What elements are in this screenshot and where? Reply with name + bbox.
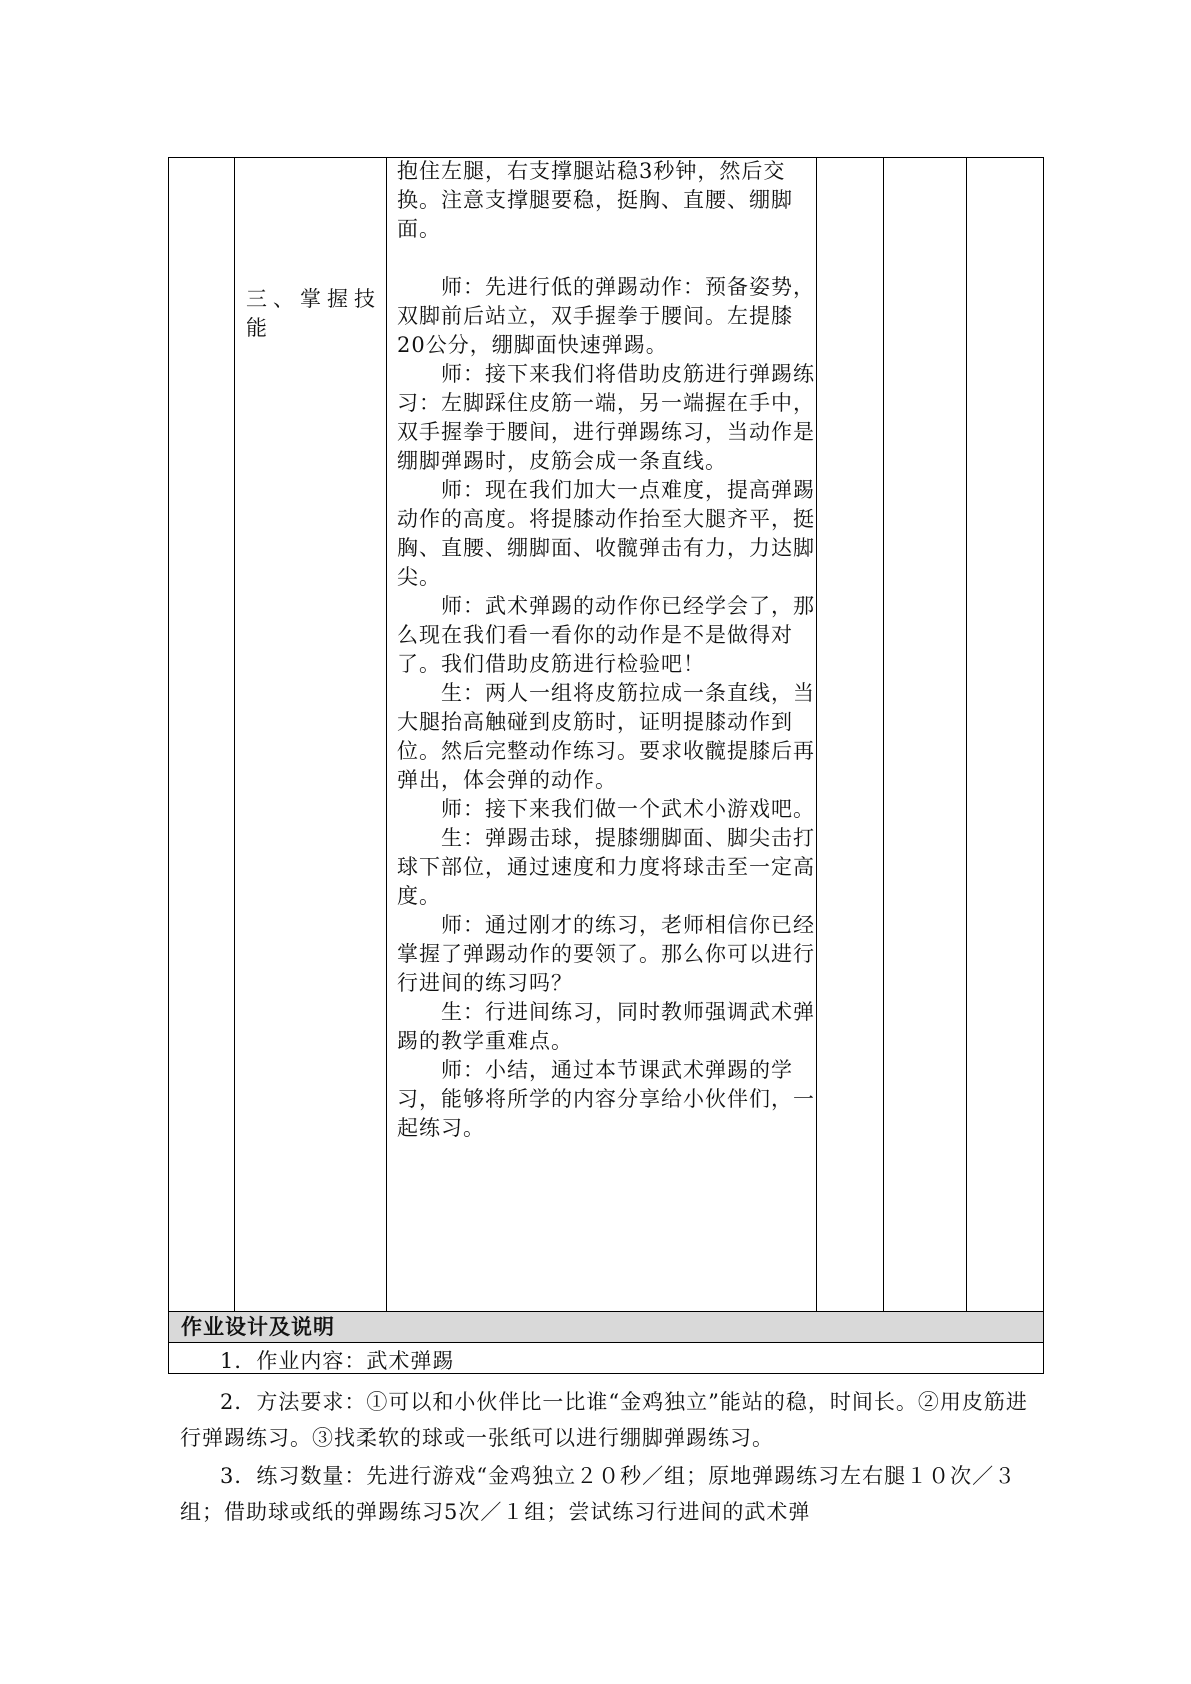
table-col-divider-2 (386, 157, 387, 1312)
homework-section-heading (169, 1312, 1043, 1342)
homework-item-2: 2．方法要求：①可以和小伙伴比一比谁“金鸡独立”能站的稳，时间长。②用皮筋进行弹踢练习。③找柔软的球或一张纸可以进行绷脚弹踢练习。 (180, 1390, 1028, 1450)
table-border-right (1043, 157, 1044, 1374)
teaching-process-text (397, 157, 815, 1143)
content-paragraph: 师：接下来我们做一个武术小游戏吧。 (397, 797, 815, 821)
content-paragraph: 师：接下来我们将借助皮筋进行弹踢练习：左脚踩住皮筋一端，另一端握在手中，双手握拳于腰间，进行弹踢练习，当动作是绷脚弹踢时，皮筋会成一条直线。 (397, 362, 815, 473)
table-col-divider-1 (234, 157, 235, 1312)
table-col-divider-3 (816, 157, 817, 1312)
content-paragraph: 生：行进间练习，同时教师强调武术弹踢的教学重难点。 (397, 1000, 815, 1053)
homework-item-1: 1．作业内容：武术弹踢 (220, 1349, 455, 1373)
table-col-divider-4 (883, 157, 884, 1312)
homework-heading-text: 作业设计及说明 (181, 1315, 335, 1339)
table-col-divider-5 (966, 157, 967, 1312)
content-paragraph: 师：小结，通过本节课武术弹踢的学习，能够将所学的内容分享给小伙伴们，一起练习。 (397, 1058, 815, 1140)
paragraph-spacer (397, 244, 815, 273)
content-paragraph: 生：两人一组将皮筋拉成一条直线，当大腿抬高触碰到皮筋时，证明提膝动作到位。然后完整动作练习。要求收髋提膝后再弹出，体会弹的动作。 (397, 681, 815, 792)
stage-label-line-2: 能 (246, 316, 268, 340)
content-paragraph: 师：现在我们加大一点难度，提高弹踢动作的高度。将提膝动作抬至大腿齐平，挺胸、直腰、绷脚面、收髋弹击有力，力达脚尖。 (397, 478, 815, 589)
homework-heading-divider (168, 1342, 1044, 1343)
stage-label-line-1: 三、掌握技 (246, 287, 381, 311)
content-paragraph: 抱住左腿，右支撑腿站稳3秒钟，然后交换。注意支撑腿要稳，挺胸、直腰、绷脚面。 (397, 159, 793, 241)
content-paragraph: 生：弹踢击球，提膝绷脚面、脚尖击打球下部位，通过速度和力度将球击至一定高度。 (397, 826, 815, 908)
content-paragraph: 师：武术弹踢的动作你已经学会了，那么现在我们看一看你的动作是不是做得对了。我们借助皮筋进行检验吧！ (397, 594, 815, 676)
homework-item-3: 3．练习数量：先进行游戏“金鸡独立２０秒／组；原地弹踢练习左右腿１０次／３组；借助球或纸的弹踢练习5次／１组；尝试练习行进间的武术弹 (180, 1464, 1017, 1524)
table-border-left (168, 157, 169, 1374)
content-paragraph: 师：通过刚才的练习，老师相信你已经掌握了弹踢动作的要领了。那么你可以进行行进间的练习吗？ (397, 913, 815, 995)
content-paragraph: 师：先进行低的弹踢动作：预备姿势，双脚前后站立，双手握拳于腰间。左提膝20公分，绷脚面快速弹踢。 (397, 275, 815, 357)
stage-label (246, 285, 381, 343)
